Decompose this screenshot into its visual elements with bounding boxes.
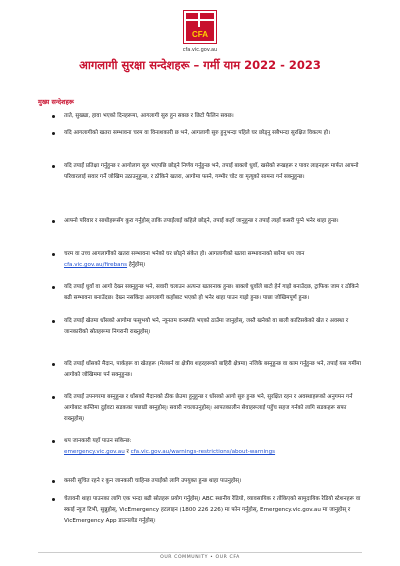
list-item-text: चेतावनी थाहा पाउनका लागि एक भन्दा बढी स्रोतहरू प्रयोग गर्नुहोस्। ABC स्थानीय रेडियो, व्यावसायिक र तोकिएको सामुदायिक रेडियो स्टेशनहरू वा स्काई न्यूज टिभी, सुन्नुहोस्, VicEmergency हटलाइन (1800 226 226) मा फोन गर्नुहोस्, Emergency.vic.gov.au मा जानुहोस् र VicEmergency App डाउनलोड गर्नुहोस्। [64, 496, 361, 524]
list-item-text: कसरी सूचित रहने र कुन जानकारी चाहिन्छ तपाईंको लागि उपयुक्त हुन्छ थाहा पाउनुहोस्। [64, 478, 242, 484]
list-item [52, 161, 368, 216]
list-item-text: आफ्नो परिवार र साथीहरूसँग कुरा गर्नुहोस् ताकि तपाईंलाई कहिले छोड्ने, तपाईं कहाँ जानुहुन्छ र तपाईं त्यहाँ कसरी पुग्ने भनेर थाहा हुन्छ। [64, 218, 339, 224]
cfa-logo-url: cfa.vic.gov.au [182, 47, 218, 53]
key-messages-list [52, 111, 368, 534]
list-item [52, 436, 368, 476]
footer-divider [38, 552, 362, 553]
cfa-logo-graphic [184, 11, 216, 43]
bullet-icon [52, 498, 55, 501]
list-item [52, 282, 368, 316]
bullet-icon [52, 396, 55, 399]
list-item [52, 476, 368, 494]
list-item-text: ताते, सुख्खा, हावा भएको दिनहरूमा, आगलागी सुरु हुन सक्छ र छिटो फैलिन सक्छ। [64, 113, 234, 119]
bullet-icon [52, 253, 55, 256]
list-item [52, 249, 368, 282]
page-title: आगलागी सुरक्षा सन्देशहरू – गर्मी याम 2022 - 2023 [79, 58, 321, 72]
list-item [52, 128, 368, 161]
bullet-icon [52, 220, 55, 223]
emergency-link[interactable]: emergency.vic.gov.au [64, 448, 125, 455]
list-item-text: यदि आगलागीको खतरा सम्भावना चरम वा विनाशकारी छ भने, आगलागी सुरु हुनुभन्दा पहिले घर छोड्नु सबैभन्दा सुरक्षित विकल्प हो। [64, 130, 331, 136]
bullet-icon [52, 165, 55, 168]
bullet-icon [52, 115, 55, 118]
firebans-link[interactable]: cfa.vic.gov.au/firebans [64, 261, 128, 268]
warnings-link[interactable]: cfa.vic.gov.au/warnings-restrictions/about-warnings [130, 448, 276, 455]
list-item-text: यदि तपाईं उपनगरमा बस्नुहुन्छ र धाँसको मैदानको ठीक छेउमा हुनुहुन्छ र धाँसको आगो सुरु हुन्छ भने, सुरक्षित रहन र अवस्थाहरूको अनुगमन गर्न आगोबाट कम्तिमा दुईवटा सडकका पछाडी बस्नुहोस्। सवारी नचलाउनुहोस्। आपतकालीन सेवाहरूलाई पहुँच सहज गर्नको लागि सडकहरू सफा राख्नुहोस्। [64, 394, 353, 422]
link-separator: र [124, 448, 131, 455]
list-item-text: यदि तपाईं धुवाँ वा आगो देख्न सक्नुहुन्छ भने, सवारी चलाउन अत्यन्त खतरनाक हुन्छ। बाक्लो धुवाँले बाटो हेर्न गाह्रो बनाउँदछ, ट्राफिक जाम र ठोकिने बढी सम्भावना बनाउँदछ। देख्न नसकिंदा आगलागी कहाँबाट भएको हो भनेर थाहा पाउन गाह्रो हुन्छ। पाछा जोखिमपूर्ण हुन्छ। [64, 284, 359, 301]
list-item-text: यदि तपाईं प्रतिक्षा गर्नुहुन्छ र आगोलाग सुरु भएपछि छोड्ने निर्णय गर्नुहुन्छ भने, तपाईं बाक्लो धुवाँ, खसेको रूखहरू र पावर लाइनहरू मार्फत आफ्नो परिवारलाई सवार गर्ने जोखिम उठाउनुहुन्छ, र ठोकिने खतरा, आगोमा फस्ने, गम्भीर चोट वा मृत्युको सामना गर्न सक्नुहुन्छ। [64, 163, 359, 180]
bullet-icon [52, 440, 55, 443]
bullet-icon [52, 320, 55, 323]
list-item-text-end: हेर्नुहोस्। [127, 261, 146, 268]
bullet-icon [52, 132, 55, 135]
bullet-icon [52, 363, 55, 366]
list-item-text: थप जानकारी यहाँ पाउन सकिन्छ: [64, 438, 132, 444]
cfa-logo-text: CFA [192, 30, 208, 39]
list-item [52, 216, 368, 249]
list-item [52, 316, 368, 359]
list-item-text: यदि तपाईं खेतमा धाँसको आगोमा फसुभयो भने, न्यूनतम वनस्पति भएको ठाउँमा जानुहोस्, जस्तै खनेको वा बाली काटिसकेको खेत र अवस्था र जानकारीको स्रोतहरूमा निगरानी राख्नुहोस्। [64, 318, 349, 335]
list-item-text: चरम वा उच्च आगलागीको खतरा सम्भावना भनेको घर छोड्ने संकेत हो। आगलागीको खतरा सम्भावनाको बारेमा थप जान [64, 251, 305, 257]
footer-tagline: OUR COMMUNITY • OUR CFA [160, 555, 240, 560]
section-heading: मुख्य सन्देशहरू [38, 98, 74, 106]
list-item [52, 494, 368, 534]
list-item [52, 359, 368, 392]
cfa-logo [183, 10, 217, 44]
list-item [52, 111, 368, 128]
bullet-icon [52, 286, 55, 289]
bullet-icon [52, 480, 55, 483]
list-item [52, 392, 368, 436]
list-item-text: यदि तपाईं धाँसको मैदान, पार्कहरू वा खेतहरू (मेलबर्न वा क्षेत्रीय शहरहरूको बाहिरी क्षेत्रमा) नजिके बस्नुहुन्छ वा काम गर्नुहुन्छ भने, तपाईं यस गर्मीमा आगोको जोखिममा पर्न सक्नुहुन्छ। [64, 361, 361, 378]
